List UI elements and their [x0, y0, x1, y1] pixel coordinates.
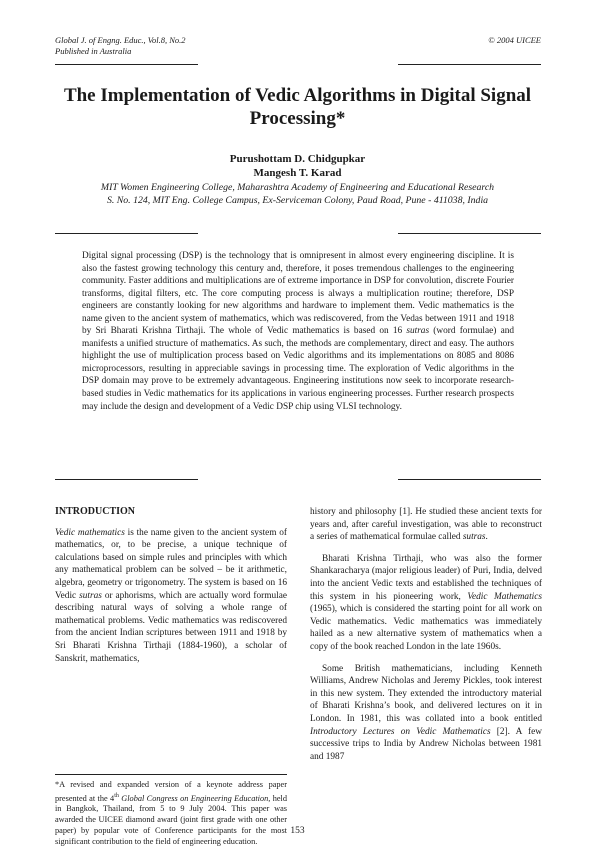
- body-text: Bharati Krishna Tirthaji, who was also the former Shankaracharya (major religious leader) of Puri, India, delved into the ancient Vedic texts and established the techniques of this system in his pioneering work,: [310, 553, 542, 602]
- abstract-rule-top-right: [398, 233, 541, 234]
- abstract-text: Digital signal processing (DSP) is the technology that is omnipresent in almost every engineering discipline. It is also the fastest growing technology this century and, therefore, it poses tremendous challenges to the engineering community. Faster additions and multiplications are of extreme importance in DSP for convolution, discrete Fourier transforms, digital filters, etc. The core computing process is always a multiplication routine; therefore, DSP engineers are constantly looking for new algorithms and hardware to implement them. Vedic mathematics is the name given to the ancient system of mathematics, which was rediscovered, from the Vedas between 1911 and 1918 by Sri Bharati Krishna Tirthaji. The whole of Vedic mathematics is based on 16: [82, 251, 514, 337]
- abstract-italic-term: sutras: [406, 326, 430, 337]
- abstract-text: (word formulae) and manifests a unified structure of mathematics. As such, the methods are complementary, direct and easy. The authors highlight the use of multiplication process based on Vedic algorithms and its implementations on 8085 and 8086 microprocessors, resulting in appreciable savings in processing time. The exploration of Vedic algorithms in the DSP domain may prove to be extremely advantageous. Engineering institutions now seek to incorporate research-based studies in Vedic mathematics for its applications in various engineering processes. Further research prospects may include the design and development of a Vedic DSP chip using VLSI technology.: [82, 326, 514, 412]
- italic-term: Vedic Mathematics: [467, 591, 542, 602]
- body-text: .: [485, 532, 488, 543]
- author-list: [0, 152, 595, 180]
- italic-term: sutras: [462, 532, 486, 543]
- body-column-left: [55, 506, 287, 665]
- affiliation-line: S. No. 124, MIT Eng. College Campus, Ex-Serviceman Colony, Paud Road, Pune - 411038, India: [106, 195, 489, 206]
- section-heading: INTRODUCTION: [55, 506, 136, 517]
- journal-citation: Global J. of Engng. Educ., Vol.8, No.2: [55, 35, 186, 45]
- body-paragraph: [310, 553, 542, 654]
- body-text: is the name given to the ancient system of mathematics, or, to be precise, a unique technique of calculations based on simple rules and principles with which any mathematical problem can be solved – be it arithmetic, algebra, geometry or trigonometry. The system is based on 16 Vedic: [55, 527, 288, 601]
- footnote-rule: [55, 774, 287, 775]
- italic-term: sutras: [79, 590, 102, 601]
- italic-term: Vedic mathematics: [55, 527, 125, 538]
- header-rule-left: [55, 64, 198, 65]
- body-paragraph: [310, 663, 542, 764]
- page-number: 153: [290, 826, 305, 836]
- author-name: Purushottam D. Chidgupkar: [229, 153, 366, 165]
- published-location: Published in Australia: [55, 46, 132, 56]
- body-column-right: [310, 506, 542, 763]
- body-text: Some British mathematicians, including Kenneth Williams, Andrew Nicholas and Jeremy Pickles, took interest in this new system. They extended the introductory material of Bharati Krishna’s book, and delivered lectures on it in London. In 1981, this was collated into a book entitled: [310, 663, 542, 724]
- footnote-superscript: th: [114, 792, 119, 799]
- footnote-italic: Global Congress on Engineering Education: [118, 793, 269, 803]
- abstract-rule-bottom-left: [55, 479, 198, 480]
- header-rule-right: [398, 64, 541, 65]
- running-header-left: [55, 35, 186, 57]
- abstract: [82, 250, 514, 413]
- abstract-rule-top-left: [55, 233, 198, 234]
- author-name: Mangesh T. Karad: [253, 167, 342, 179]
- body-text: [2]. A few successive trips to India by Andrew Nicholas between 1981 and 1987: [310, 726, 542, 762]
- author-affiliation: [0, 181, 595, 207]
- body-paragraph: [55, 527, 287, 666]
- body-text: (1965), which is considered the starting point for all work on Vedic mathematics. Vedic mathematics was immediately hailed as a new alternative system of mathematics when a copy of the book reached London in the late 1960s.: [310, 604, 542, 652]
- body-paragraph: [310, 506, 542, 544]
- paper-title: The Implementation of Vedic Algorithms in Digital Signal Processing*: [63, 85, 532, 129]
- abstract-rule-bottom-right: [398, 479, 541, 480]
- copyright-notice: © 2004 UICEE: [488, 35, 541, 45]
- footnote-text: , held in Bangkok, Thailand, from 5 to 9 July 2004. This paper was awarded the UICEE diamond award (joint first grade with one other paper) by popular vote of Conference participants for the most significant contribution to the field of engineering education.: [55, 793, 288, 846]
- italic-term: Introductory Lectures on Vedic Mathematics: [310, 726, 491, 737]
- body-text: or aphorisms, which are actually word formulae describing natural ways of solving a whole range of mathematical problems. Vedic mathematics was rediscovered from the ancient Indian scriptures between 1911 and 1918 by Sri Bharati Krishna Tirthaji (1884-1960), a scholar of Sanskrit, mathematics,: [55, 590, 287, 664]
- affiliation-line: MIT Women Engineering College, Maharashtra Academy of Engineering and Educational Research: [100, 182, 495, 193]
- footnote: [55, 780, 287, 848]
- footnote-text: *A revised and expanded version of a keynote address paper presented at the 4: [55, 780, 287, 803]
- body-text: history and philosophy [1]. He studied these ancient texts for years and, after careful investigation, was able to reconstruct a series of mathematical formulae called: [310, 507, 542, 543]
